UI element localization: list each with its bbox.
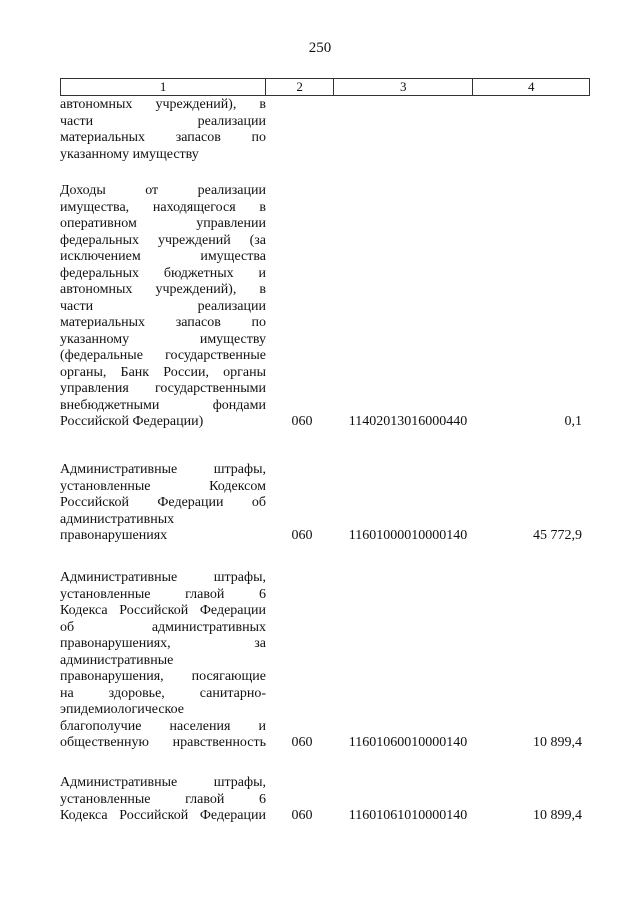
description-line: материальных запасов по: [60, 130, 266, 145]
description-line: Российской Федерации об: [60, 495, 266, 510]
description-line: правонарушениях, за: [60, 636, 266, 651]
row-description: [60, 97, 266, 163]
description-line: Российской Федерации): [60, 414, 204, 429]
description-line: части реализации: [60, 113, 266, 129]
description-line: автономных учреждений), в: [60, 282, 266, 297]
description-line: благополучие населения и: [60, 718, 266, 734]
description-line: исключением имущества: [60, 249, 266, 264]
description-line: административные: [60, 652, 174, 668]
description-line: на здоровье, санитарно-: [60, 685, 266, 701]
table-row: [60, 775, 590, 825]
description-line: Кодекса Российской Федерации: [60, 603, 266, 618]
row-description: [60, 775, 266, 825]
admin-code: 060: [291, 808, 313, 823]
description-line: об административных: [60, 619, 266, 635]
budget-classification-code: 11402013016000440: [348, 414, 468, 429]
description-line: установленные главой 6: [60, 791, 266, 807]
description-line: указанному имуществу: [60, 331, 266, 347]
description-line: Административные штрафы,: [60, 570, 266, 585]
description-line: правонарушения, посягающие: [60, 669, 266, 684]
description-line: оперативном управлении: [60, 216, 266, 231]
column-header-4: 4: [527, 79, 535, 94]
description-line: Административные штрафы,: [60, 462, 266, 477]
description-line: части реализации: [60, 298, 266, 314]
description-line: имущества, находящегося в: [60, 199, 266, 215]
row-description: [60, 183, 266, 431]
description-line: установленные главой 6: [60, 586, 266, 602]
budget-classification-code: 11601000010000140: [348, 528, 468, 543]
description-line: указанному имуществу: [60, 146, 199, 162]
description-line: общественную нравственность: [60, 735, 266, 750]
column-header-1: 1: [61, 79, 266, 95]
description-line: внебюджетными фондами: [60, 397, 266, 413]
column-header-2: 2: [266, 79, 334, 95]
budget-classification-code: 11601061010000140: [348, 808, 468, 823]
amount-value: 10 899,4: [533, 808, 582, 823]
description-line: административных: [60, 511, 175, 527]
table-row: [60, 183, 590, 431]
table-row: [60, 97, 590, 163]
description-line: эпидемиологическое: [60, 702, 185, 717]
admin-code: 060: [291, 735, 313, 750]
description-line: Административные штрафы,: [60, 775, 266, 790]
amount-value: 10 899,4: [533, 735, 582, 750]
amount-value: 0,1: [564, 414, 582, 429]
column-header-3: 3: [334, 79, 473, 95]
description-line: материальных запасов по: [60, 315, 266, 330]
description-line: автономных учреждений), в: [60, 97, 266, 112]
description-line: установленные Кодексом: [60, 478, 266, 494]
description-line: федеральных бюджетных и: [60, 265, 266, 281]
description-line: Доходы от реализации: [60, 183, 266, 198]
description-line: управления государственными: [60, 381, 266, 396]
amount-value: 45 772,9: [533, 528, 582, 543]
table-row: [60, 462, 590, 545]
row-description: [60, 570, 266, 752]
description-line: (федеральные государственные: [60, 348, 266, 363]
description-line: Кодекса Российской Федерации: [60, 808, 266, 823]
budget-classification-code: 11601060010000140: [348, 735, 468, 750]
table-row: [60, 570, 590, 752]
description-line: правонарушениях: [60, 528, 168, 543]
admin-code: 060: [291, 528, 313, 543]
column-header-row: [60, 78, 590, 96]
row-description: [60, 462, 266, 545]
description-line: органы, Банк России, органы: [60, 364, 266, 380]
admin-code: 060: [291, 414, 313, 429]
description-line: федеральных учреждений (за: [60, 232, 266, 248]
page-number: 250: [308, 40, 332, 56]
